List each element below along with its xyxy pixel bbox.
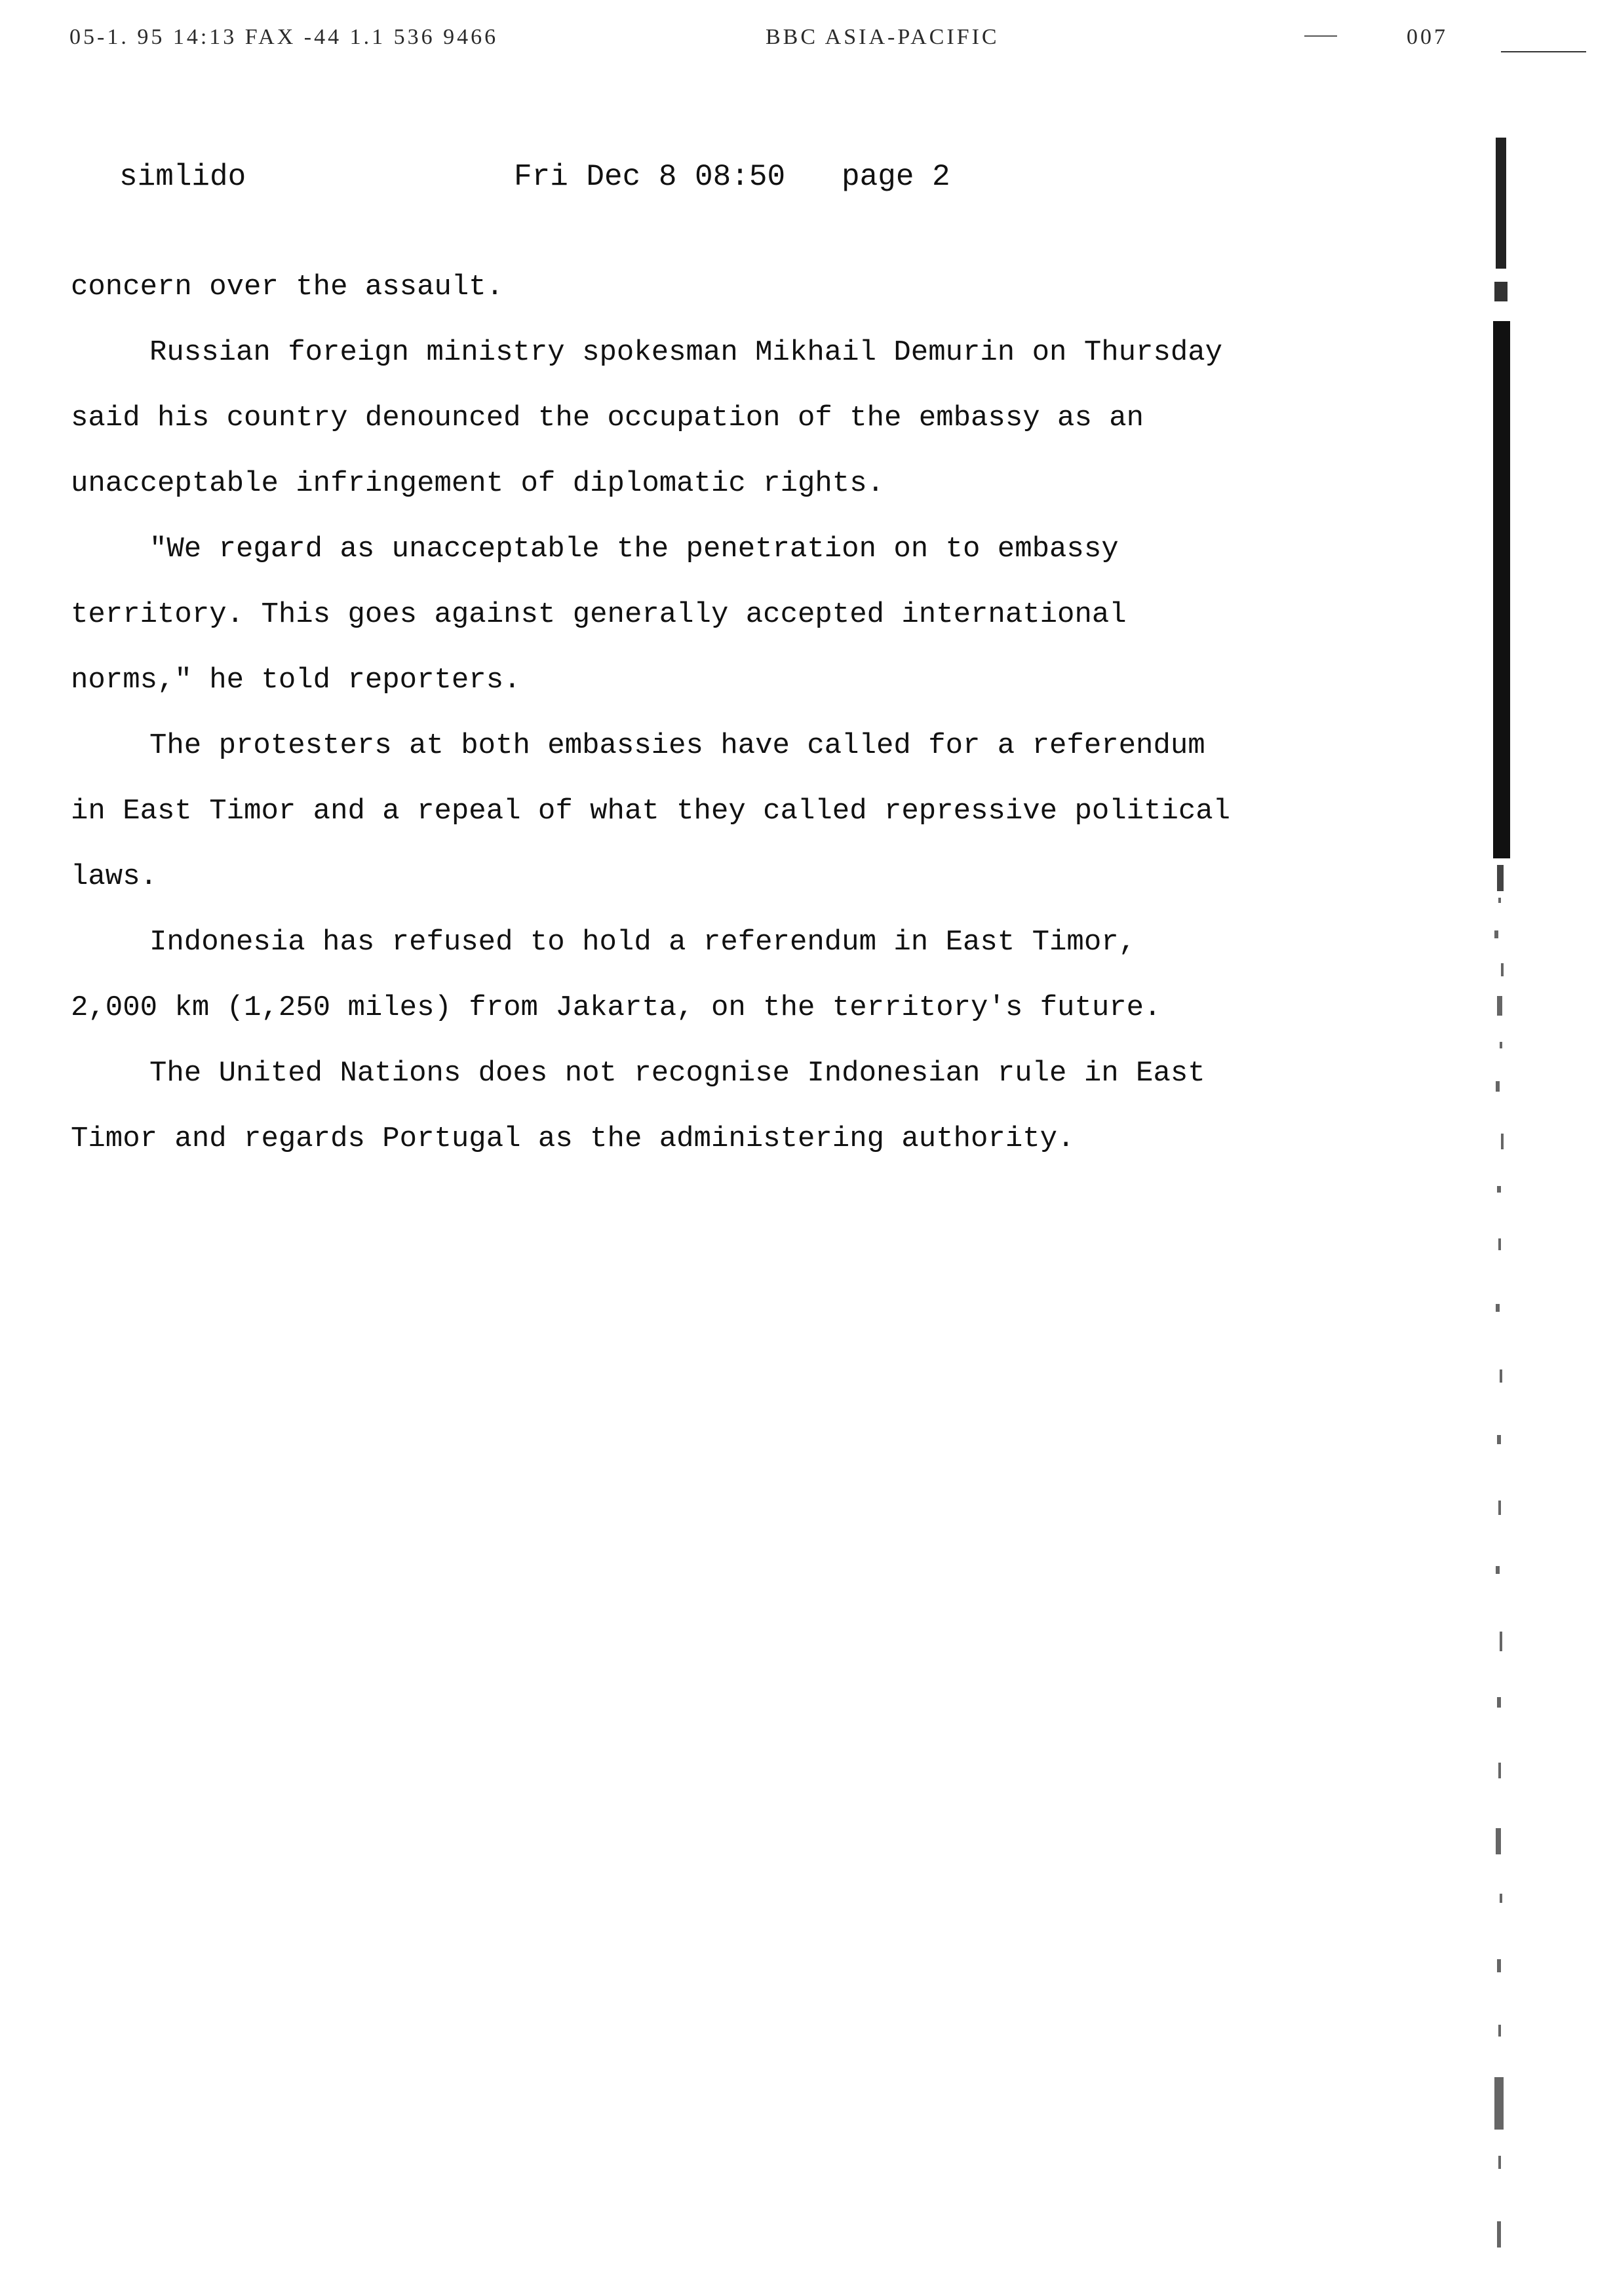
fax-transmission-line: 05-1. 95 14:13 FAX -44 1.1 536 9466 [69, 25, 499, 49]
printout-page-number: page 2 [842, 160, 950, 194]
printout-header [0, 160, 1615, 199]
paragraph: The protesters at both embassies have called for a referendum in East Timor and a repeal of what they called repressive political laws. [71, 729, 1248, 893]
fax-sender: BBC ASIA-PACIFIC [766, 25, 1000, 49]
printout-datetime: Fri Dec 8 08:50 [514, 160, 786, 194]
fax-header-rule [1501, 51, 1586, 52]
fax-page-marker: 007 [1407, 25, 1448, 49]
paragraph: Russian foreign ministry spokesman Mikhail Demurin on Thursday said his country denounced the occupation of the embassy as an unacceptable infringement of diplomatic rights. [71, 336, 1240, 500]
article-body [71, 254, 1248, 1172]
paragraph: Indonesia has refused to hold a referendum in East Timor, 2,000 km (1,250 miles) from Jakarta, on the territory's future. [71, 926, 1161, 1024]
scan-edge-artifact [1481, 59, 1521, 2287]
printout-user: simlido [119, 160, 246, 194]
paragraph: concern over the assault. [71, 271, 504, 303]
fax-header-dash [1304, 35, 1337, 37]
fax-transmission-header [0, 25, 1615, 58]
paragraph: "We regard as unacceptable the penetration on to embassy territory. This goes against generally accepted international norms," he told reporters. [71, 533, 1144, 697]
paragraph: The United Nations does not recognise Indonesian rule in East Timor and regards Portugal as the administering authority. [71, 1057, 1223, 1155]
